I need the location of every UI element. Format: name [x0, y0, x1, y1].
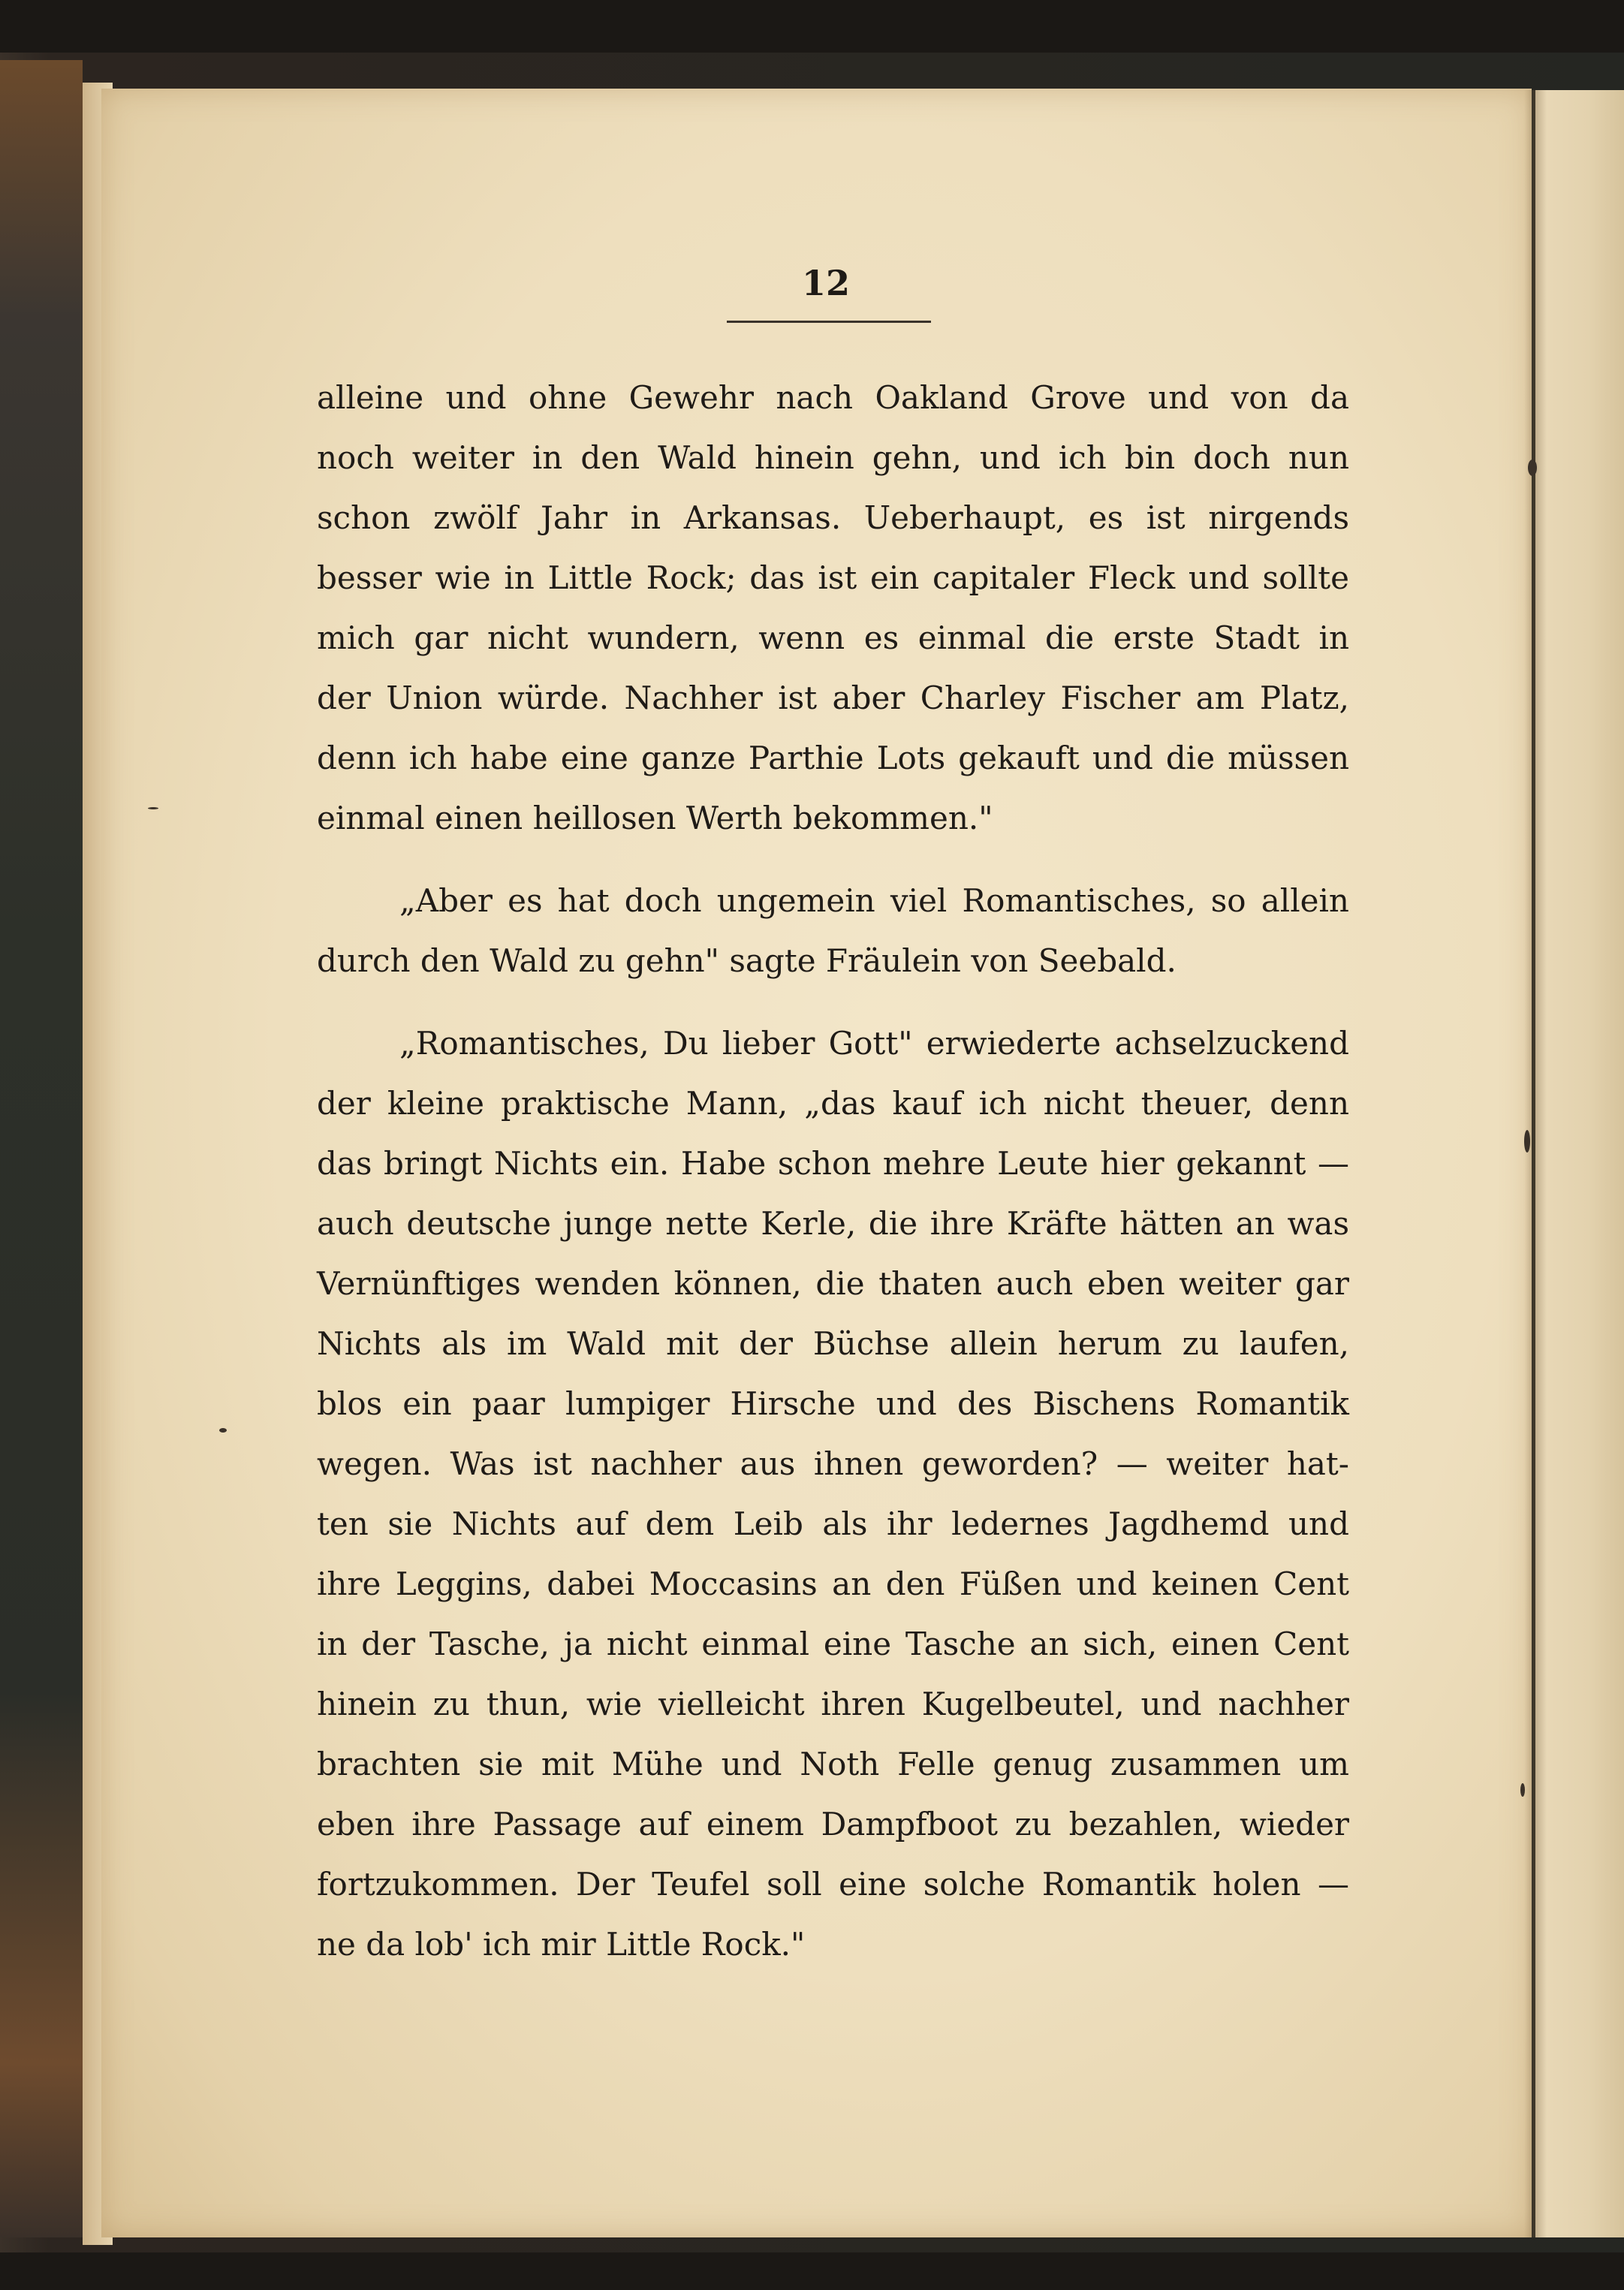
text-line: ne da lob' ich mir Little Rock." [317, 1926, 806, 1963]
text-line: das bringt Nichts ein. Habe schon mehre Leute hier gekannt — [317, 1145, 1349, 1182]
text-line: „Romantisches, Du lieber Gott" erwiederte achselzuckend [399, 1025, 1349, 1062]
text-line: ten sie Nichts auf dem Leib als ihr ledernes Jagdhemd und [317, 1505, 1349, 1542]
text-line: ihre Leggins, dabei Moccasins an den Füßen und keinen Cent [317, 1565, 1349, 1602]
cover-spine-edge [0, 60, 83, 2237]
body-text [317, 368, 1349, 1975]
paper-speck [148, 807, 158, 809]
text-line: eben ihre Passage auf einem Dampfboot zu bezahlen, wieder [317, 1806, 1349, 1843]
next-page-edge [1535, 90, 1624, 2237]
page-fold-shadow [1524, 90, 1547, 2237]
text-line: wegen. Was ist nachher aus ihnen geworden? — weiter hat- [317, 1445, 1349, 1482]
text-line: der Union würde. Nachher ist aber Charley Fischer am Platz, [317, 679, 1349, 716]
text-line: der kleine praktische Mann, „das kauf ich nicht theuer, denn [317, 1085, 1349, 1122]
text-line: besser wie in Little Rock; das ist ein capitaler Fleck und sollte [317, 559, 1349, 596]
paragraph-gap [317, 991, 1349, 1014]
paper-speck [1528, 460, 1537, 476]
text-line: brachten sie mit Mühe und Noth Felle genug zusammen um [317, 1746, 1349, 1782]
text-line: noch weiter in den Wald hinein gehn, und ich bin doch nun [317, 439, 1349, 476]
text-line: mich gar nicht wundern, wenn es einmal die erste Stadt in [317, 619, 1349, 656]
text-line: Vernünftiges wenden können, die thaten auch eben weiter gar [317, 1265, 1349, 1302]
paragraph-gap [317, 848, 1349, 871]
paper-speck [219, 1428, 227, 1433]
header-rule [727, 321, 931, 323]
text-line: Nichts als im Wald mit der Büchse allein herum zu laufen, [317, 1325, 1349, 1362]
text-line: auch deutsche junge nette Kerle, die ihre Kräfte hätten an was [317, 1205, 1349, 1242]
text-line: blos ein paar lumpiger Hirsche und des Bischens Romantik [317, 1385, 1349, 1422]
text-line: schon zwölf Jahr in Arkansas. Ueberhaupt, es ist nirgends [317, 499, 1349, 536]
text-line: alleine und ohne Gewehr nach Oakland Grove und von da [317, 379, 1349, 416]
paper-speck [1520, 1783, 1525, 1797]
text-line: fortzukommen. Der Teufel soll eine solche Romantik holen — [317, 1866, 1349, 1903]
text-line: hinein zu thun, wie vielleicht ihren Kugelbeutel, und nachher [317, 1686, 1349, 1722]
paper-speck [1524, 1130, 1530, 1153]
text-line: einmal einen heillosen Werth bekommen." [317, 800, 993, 836]
page-number: 12 [801, 263, 850, 303]
text-line: durch den Wald zu gehn" sagte Fräulein von Seebald. [317, 942, 1177, 979]
text-line: „Aber es hat doch ungemein viel Romantisches, so allein [399, 882, 1349, 919]
text-line: in der Tasche, ja nicht einmal eine Tasche an sich, einen Cent [317, 1626, 1349, 1662]
text-line: denn ich habe eine ganze Parthie Lots gekauft und die müssen [317, 740, 1349, 776]
